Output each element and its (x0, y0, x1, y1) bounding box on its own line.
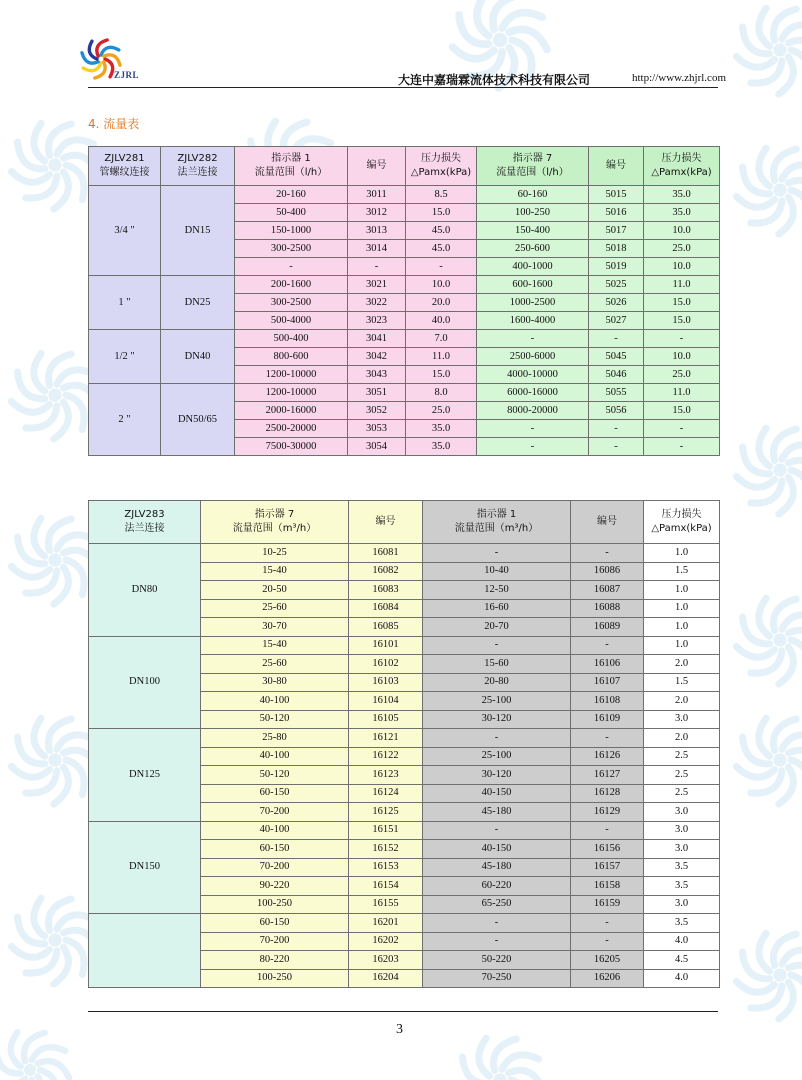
page-header (0, 0, 802, 100)
column-header-line: 流量范围（l/h） (496, 167, 569, 178)
table-cell: 50-120 (201, 766, 349, 785)
table-cell: 16107 (571, 673, 644, 692)
swirl-decoration (11, 123, 98, 209)
table-cell: 70-250 (423, 969, 571, 988)
table-cell: - (571, 729, 644, 748)
column-header (477, 147, 589, 186)
table-cell: 100-250 (201, 895, 349, 914)
table-cell: - (571, 914, 644, 933)
table-cell: 60-160 (477, 186, 589, 204)
table-cell: 30-70 (201, 618, 349, 637)
table-cell: 16106 (571, 655, 644, 674)
table-cell: 8.0 (406, 384, 477, 402)
table-cell: 1.5 (644, 673, 720, 692)
table-cell: 5017 (589, 222, 644, 240)
table-cell: 16151 (349, 821, 423, 840)
table-cell: 800-600 (235, 348, 348, 366)
column-header (235, 147, 348, 186)
table-cell: 16121 (349, 729, 423, 748)
table-cell: 16201 (349, 914, 423, 933)
table-cell: 5018 (589, 240, 644, 258)
table-row (89, 821, 720, 840)
table-cell: 16152 (349, 840, 423, 859)
table-cell: 20.0 (406, 294, 477, 312)
table-cell: 1200-10000 (235, 366, 348, 384)
table-cell: - (589, 438, 644, 456)
table-cell: 40-100 (201, 692, 349, 711)
table-cell: 500-4000 (235, 312, 348, 330)
swirl-decoration (736, 933, 802, 1019)
table-cell: 150-400 (477, 222, 589, 240)
table-cell: 40-150 (423, 784, 571, 803)
table-cell: 60-150 (201, 840, 349, 859)
column-header-line: 压力损失 (421, 152, 461, 164)
column-header (644, 147, 720, 186)
column-header-line: 法兰连接 (124, 523, 165, 534)
table-cell: 300-2500 (235, 240, 348, 258)
column-header-line: 管螺纹连接 (99, 167, 150, 178)
table-cell: 16109 (571, 710, 644, 729)
table-cell: - (235, 258, 348, 276)
column-header (644, 501, 720, 544)
footer-rule (88, 1011, 718, 1012)
column-header-line: △Pamx(kPa) (651, 167, 712, 178)
table-cell: 16205 (571, 951, 644, 970)
table-cell: 30-120 (423, 766, 571, 785)
table-cell: 16156 (571, 840, 644, 859)
table-cell: 10.0 (644, 258, 720, 276)
dn-size-cell: DN125 (89, 729, 201, 822)
table-cell: 50-400 (235, 204, 348, 222)
table-cell: 8000-20000 (477, 402, 589, 420)
table-cell: 16154 (349, 877, 423, 896)
table-cell: 150-1000 (235, 222, 348, 240)
table-cell: 2000-16000 (235, 402, 348, 420)
column-header-line: 指示器 1 (271, 152, 311, 164)
table-cell: 16127 (571, 766, 644, 785)
table-cell: 10.0 (644, 348, 720, 366)
table-cell: 25.0 (406, 402, 477, 420)
table-cell: - (348, 258, 406, 276)
table-cell: 25-100 (423, 747, 571, 766)
table-cell: 3042 (348, 348, 406, 366)
table-cell: 3014 (348, 240, 406, 258)
dn-size-cell: DN80 (89, 544, 201, 637)
column-header (161, 147, 235, 186)
column-header (89, 147, 161, 186)
table-cell: 16126 (571, 747, 644, 766)
swirl-decoration (11, 518, 98, 604)
table-cell: 11.0 (644, 384, 720, 402)
table-cell: 11.0 (644, 276, 720, 294)
table-cell: 2.5 (644, 747, 720, 766)
table-cell: 16122 (349, 747, 423, 766)
table-cell: 5015 (589, 186, 644, 204)
dn-size-cell: DN100 (89, 636, 201, 729)
table-cell: 16104 (349, 692, 423, 711)
table-cell: 1200-10000 (235, 384, 348, 402)
table-cell: 16128 (571, 784, 644, 803)
table-cell: 600-1600 (477, 276, 589, 294)
dn-size-cell (89, 914, 201, 988)
table-cell: 35.0 (406, 438, 477, 456)
column-header (423, 501, 571, 544)
table-cell: 35.0 (644, 186, 720, 204)
table-cell: 25-60 (201, 655, 349, 674)
table-cell: 3.0 (644, 895, 720, 914)
table-cell: 16087 (571, 581, 644, 600)
table-cell: - (571, 636, 644, 655)
table-cell: 80-220 (201, 951, 349, 970)
table-cell: 16105 (349, 710, 423, 729)
table-cell: 25.0 (644, 366, 720, 384)
table-cell: 15.0 (406, 204, 477, 222)
table-cell: - (423, 544, 571, 563)
table-cell: 3.0 (644, 840, 720, 859)
table-cell: 16125 (349, 803, 423, 822)
column-header-line: 编号 (366, 159, 387, 171)
table-cell: 1.0 (644, 618, 720, 637)
table-cell: 5046 (589, 366, 644, 384)
table-cell: - (423, 821, 571, 840)
column-header-line: ZJLV283 (124, 508, 165, 520)
table-cell: 11.0 (406, 348, 477, 366)
table-cell: 1.5 (644, 562, 720, 581)
table-cell: 1.0 (644, 636, 720, 655)
table-cell: 300-2500 (235, 294, 348, 312)
flange-size-cell: DN25 (161, 276, 235, 330)
table-cell: 3011 (348, 186, 406, 204)
company-name: 大连中嘉瑞霖流体技术科技有限公司 (398, 73, 591, 87)
table-row (89, 914, 720, 933)
table-cell: 16081 (349, 544, 423, 563)
table-cell: 20-70 (423, 618, 571, 637)
table-cell: 16123 (349, 766, 423, 785)
table-cell: 60-220 (423, 877, 571, 896)
table-cell: 16129 (571, 803, 644, 822)
column-header-line: 指示器 1 (476, 508, 517, 520)
table-row (89, 276, 720, 294)
flange-size-cell: DN50/65 (161, 384, 235, 456)
table-cell: 3.0 (644, 803, 720, 822)
table-cell: 1.0 (644, 544, 720, 563)
flange-size-cell: DN15 (161, 186, 235, 276)
table-cell: 10-40 (423, 562, 571, 581)
table-cell: 5056 (589, 402, 644, 420)
table-cell: 3041 (348, 330, 406, 348)
table-cell: 40-150 (423, 840, 571, 859)
table-cell: 15-60 (423, 655, 571, 674)
swirl-decoration (0, 1032, 69, 1080)
table-cell: 3054 (348, 438, 406, 456)
table-cell: 16088 (571, 599, 644, 618)
column-header-line: 压力损失 (661, 152, 702, 164)
table-cell: 16082 (349, 562, 423, 581)
table-cell: - (477, 438, 589, 456)
table-cell: 45-180 (423, 803, 571, 822)
table-cell: 20-80 (423, 673, 571, 692)
table-cell: 5027 (589, 312, 644, 330)
table-cell: 45-180 (423, 858, 571, 877)
table-cell: 50-120 (201, 710, 349, 729)
table-cell: 30-120 (423, 710, 571, 729)
table-cell: 1.0 (644, 581, 720, 600)
table-cell: - (644, 420, 720, 438)
table-cell: 16-60 (423, 599, 571, 618)
table-cell: - (571, 544, 644, 563)
table-cell: 2.5 (644, 766, 720, 785)
table-row (89, 636, 720, 655)
column-header (406, 147, 477, 186)
table-cell: - (477, 330, 589, 348)
flow-table-flange-dn80-up (88, 500, 720, 988)
table-cell: 4000-10000 (477, 366, 589, 384)
table-cell: 4.0 (644, 969, 720, 988)
table-cell: 20-160 (235, 186, 348, 204)
table-cell: - (423, 914, 571, 933)
table-cell: 45.0 (406, 240, 477, 258)
table-cell: 7.0 (406, 330, 477, 348)
table-cell: 3052 (348, 402, 406, 420)
column-header-line: △Pamx(kPa) (651, 523, 712, 534)
table-cell: 16202 (349, 932, 423, 951)
table-cell: 2500-20000 (235, 420, 348, 438)
table-cell: 5045 (589, 348, 644, 366)
table-row (89, 186, 720, 204)
table-cell: - (571, 932, 644, 951)
table-cell: 500-400 (235, 330, 348, 348)
swirl-decoration (736, 428, 802, 514)
swirl-decoration (736, 718, 802, 804)
table-cell: - (589, 330, 644, 348)
table-cell: 35.0 (406, 420, 477, 438)
column-header-line: 指示器 7 (512, 152, 553, 164)
column-header-line: 压力损失 (661, 508, 702, 520)
thread-size-cell: 3/4 " (89, 186, 161, 276)
table-cell: 5016 (589, 204, 644, 222)
table-row (89, 544, 720, 563)
table-cell: 6000-16000 (477, 384, 589, 402)
table-cell: 3.5 (644, 877, 720, 896)
table-cell: 3053 (348, 420, 406, 438)
table-cell: 10-25 (201, 544, 349, 563)
table-cell: 1000-2500 (477, 294, 589, 312)
table-cell: 3.0 (644, 821, 720, 840)
table-cell: 25-100 (423, 692, 571, 711)
flange-size-cell: DN40 (161, 330, 235, 384)
table-cell: 16157 (571, 858, 644, 877)
table-row (89, 330, 720, 348)
table-cell: - (423, 932, 571, 951)
table-cell: 15.0 (644, 402, 720, 420)
table-cell: 2500-6000 (477, 348, 589, 366)
company-url: http://www.zhjrl.com (632, 72, 726, 84)
table-cell: 12-50 (423, 581, 571, 600)
table-cell: 3013 (348, 222, 406, 240)
column-header (201, 501, 349, 544)
column-header (571, 501, 644, 544)
column-header-line: 法兰连接 (177, 167, 218, 178)
column-header-line: ZJLV281 (104, 152, 145, 164)
column-header-line: 编号 (375, 515, 396, 527)
table-cell: 30-80 (201, 673, 349, 692)
table-cell: 70-200 (201, 932, 349, 951)
column-header-line: 编号 (606, 159, 626, 171)
swirl-decoration (11, 718, 98, 804)
table-cell: 15.0 (644, 294, 720, 312)
table-cell: - (644, 438, 720, 456)
swirl-decoration (11, 353, 98, 439)
table-cell: 3012 (348, 204, 406, 222)
table-cell: 15.0 (644, 312, 720, 330)
table-cell: 5026 (589, 294, 644, 312)
thread-size-cell: 2 " (89, 384, 161, 456)
table-cell: 10.0 (406, 276, 477, 294)
table-cell: 16158 (571, 877, 644, 896)
table-cell: 16124 (349, 784, 423, 803)
table-cell: 16203 (349, 951, 423, 970)
table-cell: - (644, 330, 720, 348)
table-cell: - (423, 729, 571, 748)
table-header-row (89, 147, 720, 186)
table-cell: 250-600 (477, 240, 589, 258)
table-header-row (89, 501, 720, 544)
table-cell: 5019 (589, 258, 644, 276)
table-cell: 3.5 (644, 914, 720, 933)
column-header-line: 流量范围（m³/h） (454, 523, 539, 534)
table-cell: 60-150 (201, 914, 349, 933)
table-cell: 16153 (349, 858, 423, 877)
page-number: 3 (396, 1022, 403, 1037)
table-cell: 16206 (571, 969, 644, 988)
table-cell: 5055 (589, 384, 644, 402)
table-cell: 5025 (589, 276, 644, 294)
table-cell: 70-200 (201, 858, 349, 877)
table-cell: 3022 (348, 294, 406, 312)
table-cell: 16103 (349, 673, 423, 692)
table-cell: 40-100 (201, 821, 349, 840)
table-cell: 200-1600 (235, 276, 348, 294)
swirl-decoration (11, 898, 98, 984)
column-header-line: ZJLV282 (177, 152, 218, 164)
table-cell: 60-150 (201, 784, 349, 803)
table-cell: 16204 (349, 969, 423, 988)
table-cell: 16083 (349, 581, 423, 600)
table-cell: 1.0 (644, 599, 720, 618)
table-cell: - (477, 420, 589, 438)
column-header-line: 流量范围（l/h） (254, 167, 328, 178)
table-cell: 50-220 (423, 951, 571, 970)
table-cell: 16108 (571, 692, 644, 711)
table-row (89, 729, 720, 748)
table-cell: 3023 (348, 312, 406, 330)
table-cell: 8.5 (406, 186, 477, 204)
table-cell: 16159 (571, 895, 644, 914)
table-cell: 40.0 (406, 312, 477, 330)
table-cell: 3.0 (644, 710, 720, 729)
table-cell: 16155 (349, 895, 423, 914)
table-cell: 7500-30000 (235, 438, 348, 456)
table-cell: 3021 (348, 276, 406, 294)
table-cell: 16102 (349, 655, 423, 674)
column-header-line: 指示器 7 (254, 508, 295, 520)
flow-table-thread-flange (88, 146, 720, 456)
table-cell: 4.5 (644, 951, 720, 970)
column-header-line: 流量范围（m³/h） (232, 523, 317, 534)
table-cell: 100-250 (477, 204, 589, 222)
thread-size-cell: 1/2 " (89, 330, 161, 384)
table-cell: 90-220 (201, 877, 349, 896)
table-cell: - (423, 636, 571, 655)
table-cell: - (589, 420, 644, 438)
table-cell: 1600-4000 (477, 312, 589, 330)
table-cell: 25-60 (201, 599, 349, 618)
table-cell: 4.0 (644, 932, 720, 951)
table-cell: 3.5 (644, 858, 720, 877)
column-header (349, 501, 423, 544)
table-cell: 16085 (349, 618, 423, 637)
table-cell: 15-40 (201, 636, 349, 655)
swirl-decoration (736, 148, 802, 234)
table-cell: - (406, 258, 477, 276)
table-cell: 2.0 (644, 729, 720, 748)
table-cell: 3051 (348, 384, 406, 402)
table-cell: 45.0 (406, 222, 477, 240)
table-cell: 16089 (571, 618, 644, 637)
table-cell: 25.0 (644, 240, 720, 258)
swirl-decoration (736, 598, 802, 684)
table-cell: 15.0 (406, 366, 477, 384)
table-cell: 10.0 (644, 222, 720, 240)
column-header (589, 147, 644, 186)
table-cell: 16101 (349, 636, 423, 655)
section-title: 4. 流量表 (88, 117, 140, 131)
table-cell: 2.0 (644, 655, 720, 674)
dn-size-cell: DN150 (89, 821, 201, 914)
column-header (89, 501, 201, 544)
table-cell: 400-1000 (477, 258, 589, 276)
column-header-line: △Pamx(kPa) (410, 167, 472, 178)
thread-size-cell: 1 " (89, 276, 161, 330)
swirl-decoration (456, 1038, 543, 1080)
table-cell: 2.0 (644, 692, 720, 711)
table-row (89, 384, 720, 402)
column-header (348, 147, 406, 186)
table-cell: 2.5 (644, 784, 720, 803)
table-cell: 3043 (348, 366, 406, 384)
table-cell: 35.0 (644, 204, 720, 222)
column-header-line: 编号 (597, 515, 617, 527)
table-cell: 100-250 (201, 969, 349, 988)
table-cell: 20-50 (201, 581, 349, 600)
table-cell: - (571, 821, 644, 840)
table-cell: 70-200 (201, 803, 349, 822)
table-cell: 40-100 (201, 747, 349, 766)
table-cell: 15-40 (201, 562, 349, 581)
logo-text: ZJRL (114, 70, 140, 80)
table-cell: 16086 (571, 562, 644, 581)
table-cell: 25-80 (201, 729, 349, 748)
table-cell: 65-250 (423, 895, 571, 914)
table-cell: 16084 (349, 599, 423, 618)
